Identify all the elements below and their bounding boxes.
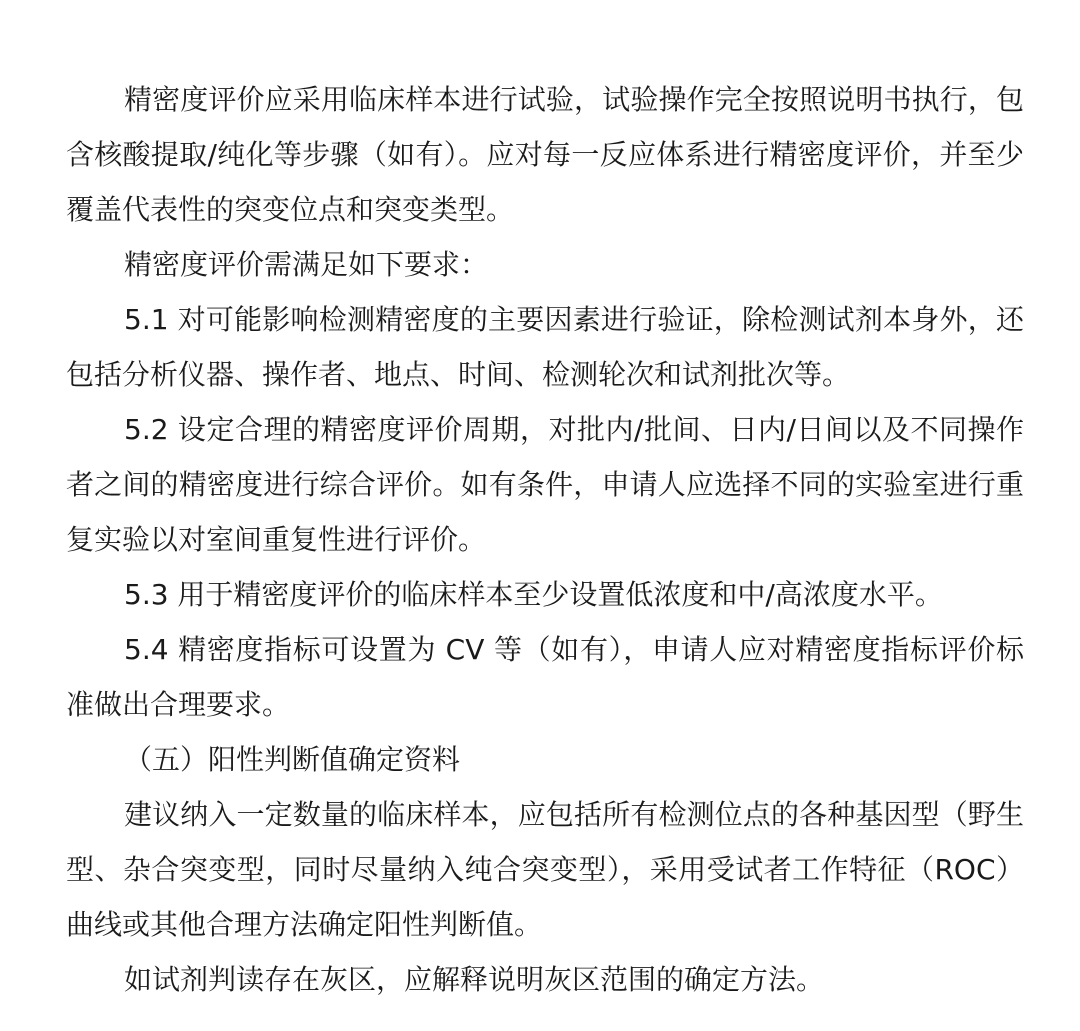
paragraph-5-2: 5.2 设定合理的精密度评价周期，对批内/批间、日内/日间以及不同操作者之间的精密度进行综合评价。如有条件，申请人应选择不同的实验室进行重复实验以对室间重复性进行评价。 [66, 413, 1024, 556]
document-body [66, 72, 1024, 1007]
paragraph-gray-zone: 如试剂判读存在灰区，应解释说明灰区范围的确定方法。 [124, 963, 825, 996]
paragraph-5-3: 5.3 用于精密度评价的临床样本至少设置低浓度和中/高浓度水平。 [124, 578, 943, 611]
section-heading-5: （五）阳性判断值确定资料 [124, 743, 461, 776]
paragraph-5-1: 5.1 对可能影响检测精密度的主要因素进行验证，除检测试剂本身外，还包括分析仪器、操作者、地点、时间、检测轮次和试剂批次等。 [66, 303, 1024, 391]
paragraph-5-4: 5.4 精密度指标可设置为 CV 等（如有），申请人应对精密度指标评价标准做出合理要求。 [66, 633, 1024, 721]
paragraph-cutoff-determination: 建议纳入一定数量的临床样本，应包括所有检测位点的各种基因型（野生型、杂合突变型，同时尽量纳入纯合突变型），采用受试者工作特征（ROC）曲线或其他合理方法确定阳性判断值。 [66, 798, 1024, 941]
paragraph-precision-evaluation: 精密度评价应采用临床样本进行试验，试验操作完全按照说明书执行，包含核酸提取/纯化等步骤（如有）。应对每一反应体系进行精密度评价，并至少覆盖代表性的突变位点和突变类型。 [66, 83, 1024, 226]
paragraph-requirements-intro: 精密度评价需满足如下要求： [124, 248, 489, 281]
